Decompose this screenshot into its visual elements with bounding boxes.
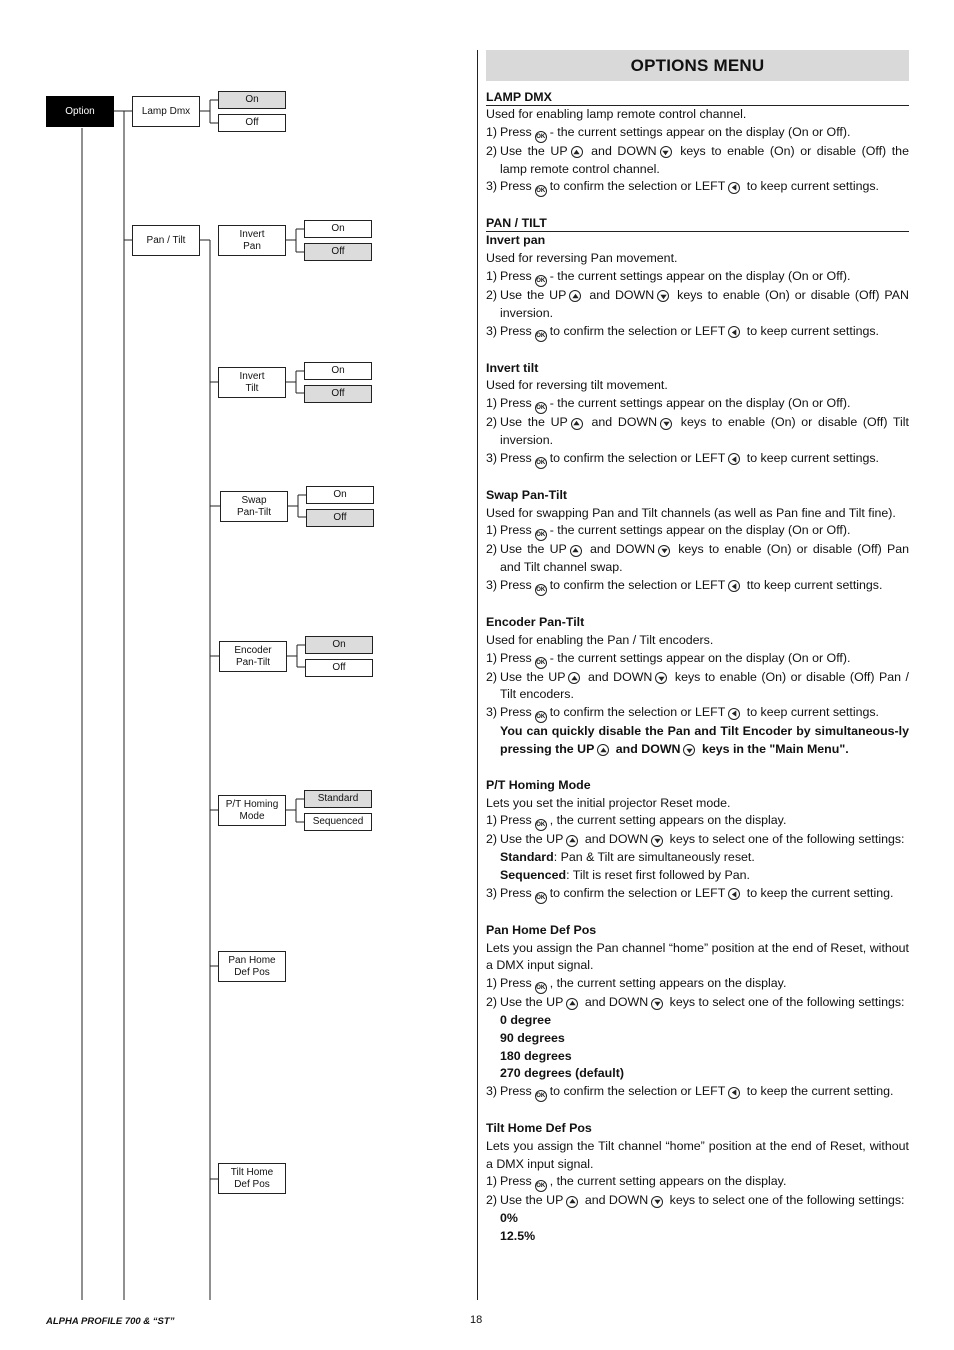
step-text: Press bbox=[500, 124, 532, 139]
swap-off-option: Off bbox=[306, 509, 374, 527]
step-text: and DOWN bbox=[589, 287, 655, 302]
step-text: Use the UP bbox=[500, 995, 564, 1010]
step-text: Press bbox=[500, 268, 532, 283]
step-number: 3) bbox=[486, 577, 498, 592]
homing-mode-heading: P/T Homing Mode bbox=[486, 777, 591, 792]
left-key-icon bbox=[728, 580, 740, 592]
note-text: keys in the "Main Menu". bbox=[701, 741, 849, 756]
invert-pan-node: Invert Pan bbox=[218, 225, 286, 256]
step-text: and DOWN bbox=[584, 1193, 649, 1208]
step-number: 2) bbox=[486, 669, 498, 684]
step-text: to keep current settings. bbox=[746, 450, 879, 465]
step-number: 2) bbox=[486, 143, 498, 158]
step-text: to confirm the selection or LEFT bbox=[549, 323, 726, 338]
left-key-icon bbox=[728, 708, 740, 720]
pan-home-option: 180 degrees bbox=[500, 1048, 572, 1063]
step-text: to confirm the selection or LEFT bbox=[549, 1084, 726, 1099]
swap-pan-tilt-desc: Used for swapping Pan and Tilt channels (as well as Pan fine and Tilt fine). bbox=[486, 505, 896, 520]
step-text: , the current setting appears on the display. bbox=[549, 976, 787, 991]
invert-pan-on-option: On bbox=[304, 220, 372, 238]
step-text: , the current setting appears on the display. bbox=[549, 1174, 787, 1189]
invert-pan-step-3 bbox=[486, 323, 909, 342]
pan-home-option: 90 degrees bbox=[500, 1030, 565, 1045]
down-key-icon bbox=[660, 146, 672, 158]
step-text: - the current settings appear on the display (On or Off). bbox=[549, 268, 851, 283]
step-text: Press bbox=[500, 976, 532, 991]
step-number: 2) bbox=[486, 415, 498, 430]
step-text: Press bbox=[500, 650, 532, 665]
step-text: to confirm the selection or LEFT bbox=[549, 450, 726, 465]
encoder-note bbox=[486, 723, 909, 759]
ok-key-icon: OK bbox=[535, 1090, 547, 1102]
step-number: 3) bbox=[486, 179, 498, 194]
down-key-icon bbox=[658, 545, 670, 557]
swap-step-2 bbox=[486, 541, 909, 577]
step-number: 1) bbox=[486, 396, 498, 411]
page-number: 18 bbox=[470, 1314, 483, 1326]
option-name: Standard bbox=[500, 850, 554, 865]
step-text: Use the UP bbox=[500, 415, 568, 430]
ok-key-icon: OK bbox=[535, 330, 547, 342]
down-key-icon bbox=[655, 672, 667, 684]
invert-tilt-node: Invert Tilt bbox=[218, 367, 286, 398]
down-key-icon bbox=[651, 998, 663, 1010]
step-text: Press bbox=[500, 813, 532, 828]
invert-tilt-desc: Used for reversing tilt movement. bbox=[486, 378, 668, 393]
down-key-icon bbox=[657, 290, 669, 302]
encoder-off-option: Off bbox=[305, 659, 373, 677]
left-key-icon bbox=[728, 453, 740, 465]
step-text: Use the UP bbox=[500, 542, 567, 557]
step-text: - the current settings appear on the display (On or Off). bbox=[549, 124, 851, 139]
step-text: to confirm the selection or LEFT bbox=[549, 705, 726, 720]
page-title: OPTIONS MENU bbox=[486, 50, 909, 81]
encoder-step-1 bbox=[486, 650, 909, 669]
pan-tilt-heading: PAN / TILT bbox=[486, 215, 909, 232]
ok-key-icon: OK bbox=[535, 982, 547, 994]
step-number: 2) bbox=[486, 542, 498, 557]
invert-tilt-on-option: On bbox=[304, 362, 372, 380]
options-menu-text bbox=[486, 50, 909, 1246]
step-number: 2) bbox=[486, 995, 498, 1010]
homing-mode-desc: Lets you set the initial projector Reset mode. bbox=[486, 795, 731, 810]
lamp-step-3 bbox=[486, 178, 909, 197]
step-text: Press bbox=[500, 577, 532, 592]
step-number: 3) bbox=[486, 323, 498, 338]
ok-key-icon: OK bbox=[535, 402, 547, 414]
tilt-home-step-1 bbox=[486, 1173, 909, 1192]
up-key-icon bbox=[571, 418, 583, 430]
homing-standard-line bbox=[486, 849, 909, 867]
up-key-icon bbox=[566, 998, 578, 1010]
lamp-step-2 bbox=[486, 143, 909, 179]
ok-key-icon: OK bbox=[535, 457, 547, 469]
tilt-home-def-pos-node: Tilt Home Def Pos bbox=[218, 1163, 286, 1194]
step-text: to confirm the selection or LEFT bbox=[549, 179, 726, 194]
down-key-icon bbox=[651, 835, 663, 847]
step-text: Press bbox=[500, 179, 532, 194]
ok-key-icon: OK bbox=[535, 819, 547, 831]
left-key-icon bbox=[728, 326, 740, 338]
step-number: 1) bbox=[486, 976, 498, 991]
step-number: 3) bbox=[486, 705, 498, 720]
step-text: Press bbox=[500, 323, 532, 338]
up-key-icon bbox=[569, 290, 581, 302]
note-text: and DOWN bbox=[615, 741, 681, 756]
up-key-icon bbox=[566, 1196, 578, 1208]
up-key-icon bbox=[597, 744, 609, 756]
option-desc: : Tilt is reset first followed by Pan. bbox=[566, 867, 750, 882]
step-text: keys to select one of the following settings: bbox=[669, 1193, 905, 1208]
pan-tilt-node: Pan / Tilt bbox=[132, 225, 200, 256]
ok-key-icon: OK bbox=[535, 1180, 547, 1192]
step-text: - the current settings appear on the display (On or Off). bbox=[549, 523, 851, 538]
encoder-heading: Encoder Pan-Tilt bbox=[486, 614, 585, 629]
invert-tilt-heading: Invert tilt bbox=[486, 360, 539, 375]
ok-key-icon: OK bbox=[535, 275, 547, 287]
invert-pan-desc: Used for reversing Pan movement. bbox=[486, 251, 678, 266]
up-key-icon bbox=[568, 672, 580, 684]
up-key-icon bbox=[570, 545, 582, 557]
left-key-icon bbox=[728, 1087, 740, 1099]
step-text: Press bbox=[500, 705, 532, 720]
lamp-dmx-on-option: On bbox=[218, 91, 286, 109]
swap-pan-tilt-node: Swap Pan-Tilt bbox=[220, 491, 288, 522]
pan-home-option: 270 degrees (default) bbox=[500, 1066, 624, 1081]
swap-on-option: On bbox=[306, 486, 374, 504]
homing-sequenced-line bbox=[486, 867, 909, 885]
up-key-icon bbox=[566, 835, 578, 847]
pan-home-def-pos-node: Pan Home Def Pos bbox=[218, 951, 286, 982]
homing-standard-option: Standard bbox=[304, 790, 372, 808]
ok-key-icon: OK bbox=[535, 131, 547, 143]
step-number: 3) bbox=[486, 885, 498, 900]
step-text: keys to enable (On) or disable (Off) PAN inversion. bbox=[500, 287, 909, 320]
step-text: to keep current settings. bbox=[746, 323, 879, 338]
invert-pan-heading: Invert pan bbox=[486, 233, 546, 248]
swap-step-1 bbox=[486, 522, 909, 541]
swap-step-3 bbox=[486, 577, 909, 596]
step-text: - the current settings appear on the display (On or Off). bbox=[549, 650, 851, 665]
step-text: Press bbox=[500, 1174, 532, 1189]
step-number: 1) bbox=[486, 1174, 498, 1189]
step-number: 2) bbox=[486, 832, 498, 847]
ok-key-icon: OK bbox=[535, 529, 547, 541]
down-key-icon bbox=[683, 744, 695, 756]
step-text: Press bbox=[500, 1084, 532, 1099]
step-number: 2) bbox=[486, 287, 498, 302]
step-text: keys to enable (On) or disable (Off) Tilt inversion. bbox=[500, 415, 909, 447]
column-divider bbox=[477, 50, 478, 1300]
invert-tilt-step-3 bbox=[486, 450, 909, 469]
step-text: , the current setting appears on the display. bbox=[549, 813, 787, 828]
step-text: Press bbox=[500, 523, 532, 538]
ok-key-icon: OK bbox=[535, 892, 547, 904]
step-text: and DOWN bbox=[584, 995, 649, 1010]
step-text: to confirm the selection or LEFT bbox=[549, 885, 726, 900]
left-key-icon bbox=[728, 888, 740, 900]
step-number: 1) bbox=[486, 523, 498, 538]
step-text: keys to enable (On) or disable (Off) the lamp remote control channel. bbox=[500, 143, 909, 176]
ok-key-icon: OK bbox=[535, 657, 547, 669]
left-key-icon bbox=[728, 182, 740, 194]
pan-home-desc: Lets you assign the Pan channel “home” position at the end of Reset, without a DMX input signal. bbox=[486, 940, 909, 973]
step-text: and DOWN bbox=[584, 832, 649, 847]
lamp-step-1 bbox=[486, 124, 909, 143]
step-text: keys to select one of the following settings: bbox=[669, 832, 905, 847]
encoder-desc: Used for enabling the Pan / Tilt encoders. bbox=[486, 632, 714, 647]
invert-tilt-off-option: Off bbox=[304, 385, 372, 403]
step-text: to keep the current setting. bbox=[746, 885, 894, 900]
option-desc: : Pan & Tilt are simultaneously reset. bbox=[553, 850, 755, 865]
encoder-step-2 bbox=[486, 669, 909, 705]
step-text: to keep current settings. bbox=[746, 705, 879, 720]
tilt-home-option: 0% bbox=[500, 1211, 518, 1226]
encoder-step-3 bbox=[486, 704, 909, 723]
encoder-pan-tilt-node: Encoder Pan-Tilt bbox=[219, 641, 287, 672]
step-text: Press bbox=[500, 450, 532, 465]
step-text: Use the UP bbox=[500, 669, 566, 684]
step-text: keys to select one of the following settings: bbox=[669, 995, 905, 1010]
ok-key-icon: OK bbox=[535, 711, 547, 723]
ok-key-icon: OK bbox=[535, 584, 547, 596]
invert-pan-step-2 bbox=[486, 287, 909, 323]
tilt-home-option: 12.5% bbox=[500, 1229, 536, 1244]
step-number: 1) bbox=[486, 813, 498, 828]
pan-home-step-1 bbox=[486, 975, 909, 994]
ok-key-icon: OK bbox=[535, 185, 547, 197]
pan-home-heading: Pan Home Def Pos bbox=[486, 922, 597, 937]
step-text: to keep current settings. bbox=[746, 179, 879, 194]
down-key-icon bbox=[660, 418, 672, 430]
step-text: to keep the current setting. bbox=[746, 1084, 894, 1099]
down-key-icon bbox=[651, 1196, 663, 1208]
step-text: and DOWN bbox=[589, 542, 656, 557]
step-number: 1) bbox=[486, 124, 498, 139]
pan-home-option: 0 degree bbox=[500, 1012, 551, 1027]
step-text: keys to enable (On) or disable (Off) Pan and Tilt channel swap. bbox=[500, 542, 909, 575]
homing-step-1 bbox=[486, 812, 909, 831]
lamp-dmx-node: Lamp Dmx bbox=[132, 96, 200, 127]
step-text: Press bbox=[500, 396, 532, 411]
homing-step-3 bbox=[486, 885, 909, 904]
homing-mode-node: P/T Homing Mode bbox=[218, 795, 286, 826]
step-text: Use the UP bbox=[500, 143, 568, 158]
note-text: You can quickly disable the Pan and Tilt Encoder by simultaneous-ly pressing the UP bbox=[500, 724, 909, 756]
step-text: Use the UP bbox=[500, 832, 564, 847]
option-root-node: Option bbox=[46, 96, 114, 127]
pan-home-step-3 bbox=[486, 1083, 909, 1102]
product-name-footer: ALPHA PROFILE 700 & “ST” bbox=[46, 1316, 175, 1327]
lamp-dmx-off-option: Off bbox=[218, 114, 286, 132]
tilt-home-heading: Tilt Home Def Pos bbox=[486, 1121, 592, 1136]
step-number: 1) bbox=[486, 268, 498, 283]
up-key-icon bbox=[571, 146, 583, 158]
step-text: and DOWN bbox=[591, 415, 658, 430]
invert-tilt-step-2 bbox=[486, 414, 909, 450]
step-text: Use the UP bbox=[500, 1193, 564, 1208]
step-text: Press bbox=[500, 885, 532, 900]
step-text: and DOWN bbox=[591, 143, 657, 158]
lamp-dmx-desc: Used for enabling lamp remote control channel. bbox=[486, 107, 747, 121]
step-number: 2) bbox=[486, 1193, 498, 1208]
option-name: Sequenced bbox=[500, 867, 567, 882]
swap-pan-tilt-heading: Swap Pan-Tilt bbox=[486, 487, 568, 502]
step-number: 1) bbox=[486, 650, 498, 665]
step-number: 3) bbox=[486, 450, 498, 465]
step-text: keys to enable (On) or disable (Off) Pan / Tilt encoders. bbox=[500, 669, 909, 702]
step-text: tto keep current settings. bbox=[746, 577, 883, 592]
invert-pan-step-1 bbox=[486, 268, 909, 287]
step-text: Use the UP bbox=[500, 287, 567, 302]
lamp-dmx-heading: LAMP DMX bbox=[486, 89, 909, 106]
encoder-on-option: On bbox=[305, 636, 373, 654]
step-text: to confirm the selection or LEFT bbox=[549, 577, 726, 592]
step-number: 3) bbox=[486, 1084, 498, 1099]
step-text: - the current settings appear on the display (On or Off). bbox=[549, 396, 851, 411]
step-text: and DOWN bbox=[587, 669, 653, 684]
pan-home-step-2 bbox=[486, 994, 909, 1012]
tilt-home-step-2 bbox=[486, 1192, 909, 1210]
homing-step-2 bbox=[486, 831, 909, 849]
invert-pan-off-option: Off bbox=[304, 243, 372, 261]
homing-sequenced-option: Sequenced bbox=[304, 813, 372, 831]
invert-tilt-step-1 bbox=[486, 395, 909, 414]
tilt-home-desc: Lets you assign the Tilt channel “home” position at the end of Reset, without a DMX input signal. bbox=[486, 1138, 909, 1171]
